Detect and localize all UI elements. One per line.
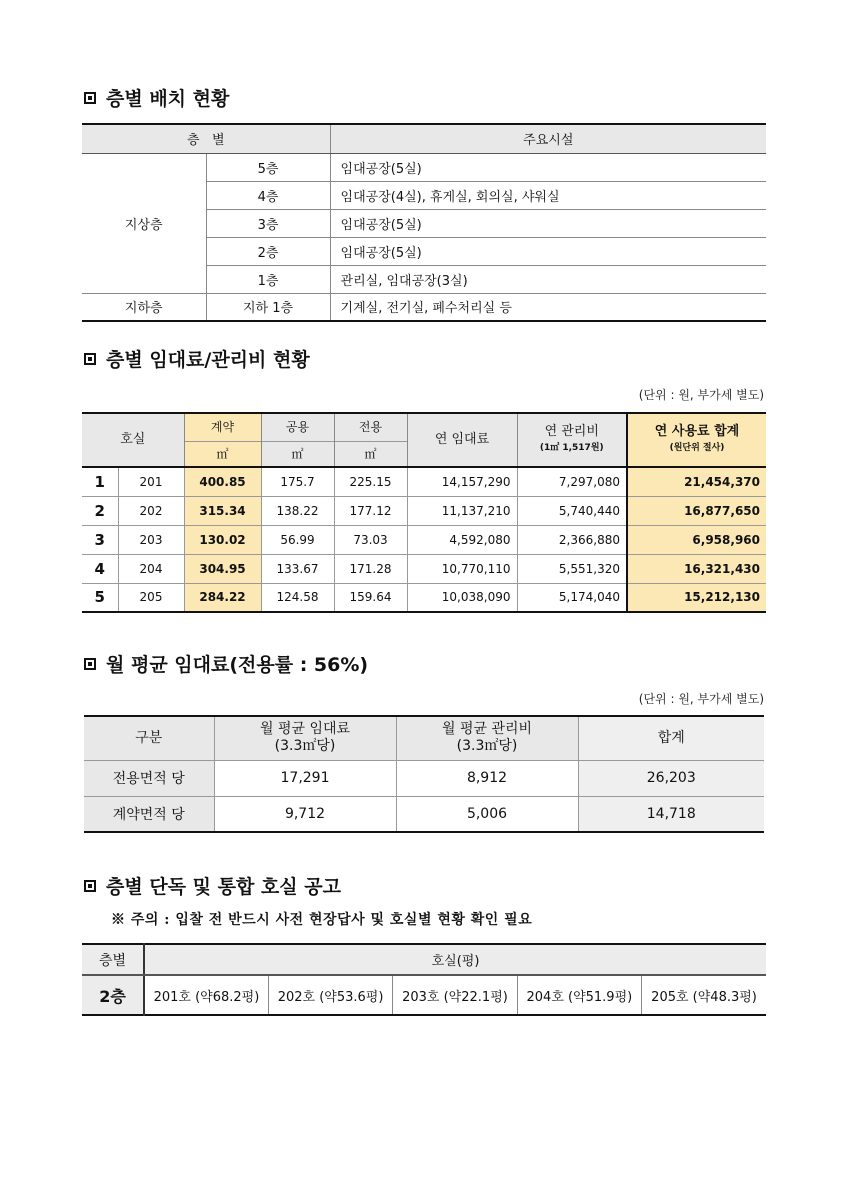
exclusive-cell: 225.15 [334,467,407,496]
section-title-floor-layout [84,87,229,111]
row-number: 2 [82,496,118,525]
floor-cell: 지하 1층 [206,293,330,321]
fee-cell: 5,174,040 [517,583,627,612]
table-row [82,467,766,496]
sum-cell: 26,203 [578,760,764,796]
total-cell: 15,212,130 [627,583,766,612]
rent-cell: 11,137,210 [407,496,517,525]
exclusive-cell: 177.12 [334,496,407,525]
table-header-row [82,124,766,153]
section-title-text: 층별 배치 현황 [106,88,230,110]
floor-cell: 2층 [206,237,330,265]
contract-cell: 284.22 [184,583,261,612]
contract-unit: ㎡ [184,441,261,467]
table-row [82,583,766,612]
rent-cell: 17,291 [214,760,396,796]
fee-cell: 7,297,080 [517,467,627,496]
fee-cell: 5,006 [396,796,578,832]
exclusive-cell: 171.28 [334,554,407,583]
row-label: 계약면적 당 [84,796,214,832]
rent-header-unit: (3.3㎡당) [274,738,336,755]
annual-rent-header: 연 임대료 [407,413,517,467]
exclusive-header: 전용 [334,413,407,441]
floor-cell: 3층 [206,209,330,237]
contract-cell: 130.02 [184,525,261,554]
rent-cell: 10,770,110 [407,554,517,583]
square-bullet-icon [84,658,96,670]
section-title-room-notice [84,875,341,899]
square-bullet-icon [84,92,96,104]
contract-cell: 400.85 [184,467,261,496]
total-subheader: (원단위 절사) [669,443,725,453]
exclusive-unit: ㎡ [334,441,407,467]
group-label-aboveground: 지상층 [82,153,206,293]
section-title-text: 월 평균 임대료(전용률 : 56%) [106,654,369,676]
floor-cell: 2층 [82,975,144,1015]
square-bullet-icon [84,353,96,365]
table-row [82,975,766,1015]
table-row [82,153,766,181]
rent-header: 월 평균 임대료 [259,721,351,738]
section-title-monthly-avg [84,653,368,677]
total-cell: 16,877,650 [627,496,766,525]
annual-fee-subheader: (1㎡ 1,517원) [539,443,604,453]
room-cell: 204호 (약51.9평) [517,975,641,1015]
facility-cell: 임대공장(5실) [340,161,422,177]
row-number: 3 [82,525,118,554]
room-cell: 203 [118,525,184,554]
rent-cell: 14,157,290 [407,467,517,496]
section-title-text: 층별 단독 및 통합 호실 공고 [106,876,341,898]
table-row [84,760,764,796]
common-cell: 133.67 [261,554,334,583]
section-title-rent-fees [84,348,310,372]
total-header: 연 사용료 합계 [654,424,740,439]
sum-cell: 14,718 [578,796,764,832]
room-cell: 205 [118,583,184,612]
fee-cell: 5,740,440 [517,496,627,525]
unit-note: (단위 : 원, 부가세 별도) [638,388,764,402]
table-row [82,293,766,321]
rent-cell: 4,592,080 [407,525,517,554]
fee-cell: 5,551,320 [517,554,627,583]
room-cell: 202 [118,496,184,525]
floor-header: 층별 [82,944,144,975]
square-bullet-icon [84,880,96,892]
sum-header: 합계 [578,716,764,760]
annual-fee-header: 연 관리비 [544,424,599,439]
room-notice-table [82,943,766,1016]
facility-cell: 임대공장(4실), 휴게실, 회의실, 샤워실 [330,181,766,209]
rooms-header: 호실(평) [144,944,766,975]
floor-cell: 5층 [206,153,330,181]
section-title-text: 층별 임대료/관리비 현황 [106,349,310,371]
rent-fee-table [82,412,766,613]
exclusive-cell: 73.03 [334,525,407,554]
contract-cell: 315.34 [184,496,261,525]
floor-cell: 4층 [206,181,330,209]
fee-cell: 8,912 [396,760,578,796]
common-cell: 138.22 [261,496,334,525]
rent-cell: 9,712 [214,796,396,832]
category-header: 구분 [84,716,214,760]
room-header: 호실 [82,413,184,467]
rent-cell: 10,038,090 [407,583,517,612]
room-cell: 203호 (약22.1평) [393,975,517,1015]
exclusive-cell: 159.64 [334,583,407,612]
total-cell: 16,321,430 [627,554,766,583]
row-number: 4 [82,554,118,583]
room-cell: 202호 (약53.6평) [268,975,392,1015]
fee-header-cell [396,716,578,760]
room-cell: 201호 (약68.2평) [144,975,268,1015]
total-cell: 21,454,370 [627,467,766,496]
unit-note: (단위 : 원, 부가세 별도) [638,692,764,706]
facility-header: 주요시설 [330,124,766,153]
contract-cell: 304.95 [184,554,261,583]
facility-cell: 임대공장(5실) [330,209,766,237]
fee-header-unit: (3.3㎡당) [456,738,518,755]
row-number: 1 [82,467,118,496]
common-cell: 56.99 [261,525,334,554]
room-cell: 204 [118,554,184,583]
fee-cell: 2,366,880 [517,525,627,554]
common-header: 공용 [261,413,334,441]
annual-fee-header-cell [517,413,627,467]
floor-cell: 1층 [206,265,330,293]
floor-header: 층 별 [82,124,330,153]
table-row [84,796,764,832]
table-row [82,525,766,554]
table-row [82,496,766,525]
common-unit: ㎡ [261,441,334,467]
rent-header-cell [214,716,396,760]
common-cell: 124.58 [261,583,334,612]
table-row [82,554,766,583]
group-label-basement: 지하층 [82,293,206,321]
monthly-avg-table [84,715,764,833]
floor-layout-table [82,123,766,322]
common-cell: 175.7 [261,467,334,496]
room-cell: 205호 (약48.3평) [651,989,757,1005]
total-cell: 6,958,960 [627,525,766,554]
facility-cell: 기계실, 전기실, 폐수처리실 등 [330,293,766,321]
contract-header: 계약 [184,413,261,441]
fee-header: 월 평균 관리비 [441,721,533,738]
row-number: 5 [82,583,118,612]
total-header-cell [627,413,766,467]
caution-note: ※ 주의 : 입찰 전 반드시 사전 현장답사 및 호실별 현황 확인 필요 [111,912,533,928]
room-cell: 201 [118,467,184,496]
row-label: 전용면적 당 [84,760,214,796]
facility-cell: 임대공장(5실) [330,237,766,265]
facility-cell: 관리실, 임대공장(3실) [330,265,766,293]
